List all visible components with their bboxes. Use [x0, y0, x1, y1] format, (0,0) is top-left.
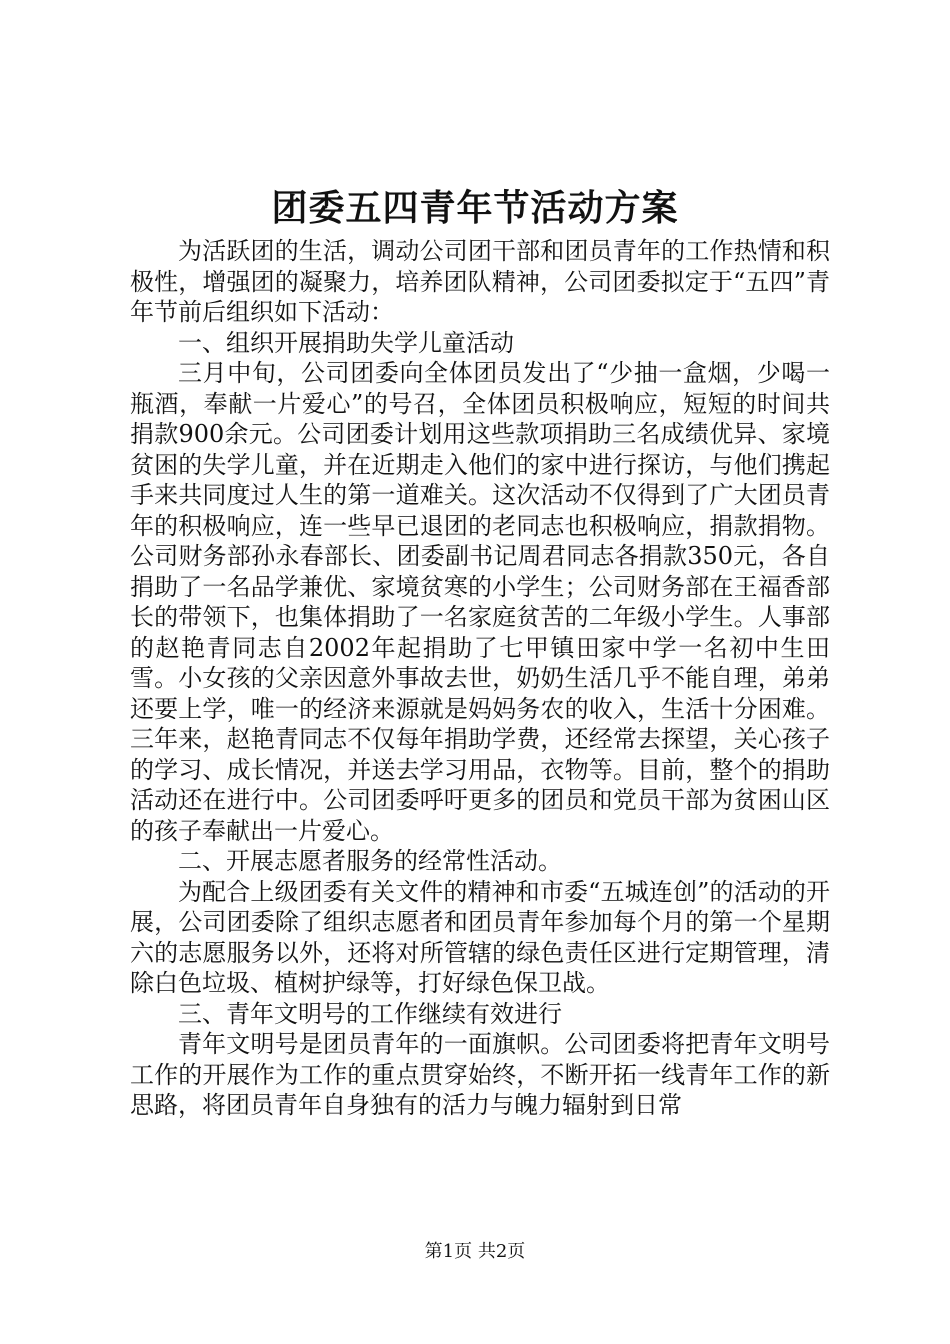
intro-paragraph: 为活跃团的生活，调动公司团干部和团员青年的工作热情和积极性，增强团的凝聚力，培养团队精神，公司团委拟定于“五四”青年节前后组织如下活动： — [130, 237, 830, 326]
section-paragraph-2: 为配合上级团委有关文件的精神和市委“五城连创”的活动的开展，公司团委除了组织志愿者和团员青年参加每个月的第一个星期六的志愿服务以外，还将对所管辖的绿色责任区进行定期管理，清除白色垃圾、植树护绿等，打好绿色保卫战。 — [130, 877, 830, 997]
document-body — [130, 236, 830, 1121]
section-heading-2: 二、开展志愿者服务的经常性活动。 — [178, 847, 562, 875]
document-title: 团委五四青年节活动方案 — [271, 187, 679, 229]
section-heading-1: 一、组织开展捐助失学儿童活动 — [178, 328, 514, 357]
section-paragraph-1: 三月中旬，公司团委向全体团员发出了“少抽一盒烟，少喝一瓶酒，奉献一片爱心”的号召，全体团员积极响应，短短的时间共捐款900余元。公司团委计划用这些款项捐助三名成绩优异、家境贫困的失学儿童，并在近期走入他们的家中进行探访，与他们携起手来共同度过人生的第一道难关。这次活动不仅得到了广大团员青年的积极响应，连一些早已退团的老同志也积极响应，捐款捐物。公司财务部孙永春部长、团委副书记周君同志各捐款350元，各自捐助了一名品学兼优、家境贫寒的小学生；公司财务部在王福香部长的带领下，也集体捐助了一名家庭贫苦的二年级小学生。人事部的赵艳青同志自2002年起捐助了七甲镇田家中学一名初中生田雪。小女孩的父亲因意外事故去世，奶奶生活几乎不能自理，弟弟还要上学，唯一的经济来源就是妈妈务农的收入，生活十分困难。三年来，赵艳青同志不仅每年捐助学费，还经常去探望，关心孩子的学习、成长情况，并送去学习用品，衣物等。目前，整个的捐助活动还在进行中。公司团委呼吁更多的团员和党员干部为贫困山区的孩子奉献出一片爱心。 — [130, 359, 830, 845]
section-heading-3: 三、青年文明号的工作继续有效进行 — [178, 999, 562, 1028]
page-footer: 第1页 共2页 — [424, 1241, 526, 1262]
section-paragraph-3: 青年文明号是团员青年的一面旗帜。公司团委将把青年文明号工作的开展作为工作的重点贯穿始终，不断开拓一线青年工作的新思路，将团员青年自身独有的活力与魄力辐射到日常 — [130, 1030, 830, 1119]
